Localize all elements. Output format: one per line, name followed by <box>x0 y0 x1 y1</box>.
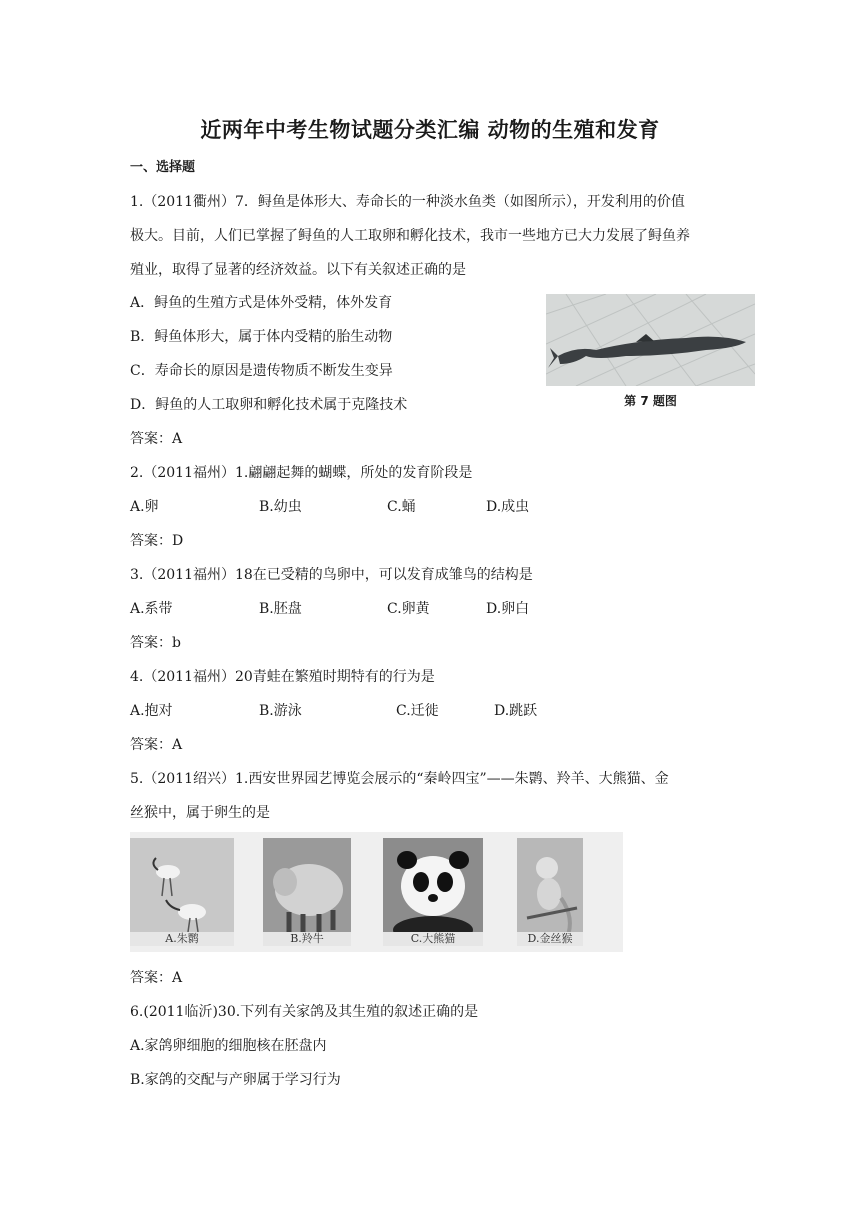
q3-option-c: C.卵黄 <box>387 601 430 617</box>
takin-photo <box>263 838 351 946</box>
sturgeon-photo <box>546 294 755 386</box>
q3-answer: 答案：b <box>130 635 181 651</box>
q4-option-b: B.游泳 <box>259 703 302 719</box>
q3-option-d: D.卵白 <box>486 601 530 617</box>
q1-option-a: A．鲟鱼的生殖方式是体外受精，体外发育 <box>130 295 393 311</box>
crested-ibis-photo <box>130 838 234 946</box>
q1-stem-line2: 极大。目前，人们已掌握了鲟鱼的人工取卵和孵化技术，我市一些地方已大力发展了鲟鱼养 <box>130 228 690 244</box>
q1-answer: 答案：A <box>130 431 183 447</box>
q6-option-a: A.家鸽卵细胞的细胞核在胚盘内 <box>130 1038 327 1054</box>
animal-label-c: C.大熊猫 <box>383 932 483 946</box>
q4-options <box>130 701 730 721</box>
q2-answer: 答案：D <box>130 533 184 549</box>
q3-option-b: B.胚盘 <box>259 601 302 617</box>
section-heading: 一、选择题 <box>130 160 196 175</box>
q5-answer: 答案：A <box>130 970 183 986</box>
q1-stem-line3: 殖业，取得了显著的经济效益。以下有关叙述正确的是 <box>130 262 466 278</box>
q4-option-c: C.迁徙 <box>396 703 439 719</box>
figure-caption: 第 7 题图 <box>624 394 677 408</box>
golden-monkey-photo <box>517 838 583 946</box>
animal-label-a: A.朱鹮 <box>130 932 234 946</box>
q4-option-d: D.跳跃 <box>494 703 538 719</box>
q2-option-a: A.卵 <box>130 499 159 515</box>
q4-stem: 4.（2011福州）20青蛙在繁殖时期特有的行为是 <box>130 669 435 685</box>
q4-option-a: A.抱对 <box>130 703 173 719</box>
q2-stem: 2.（2011福州）1.翩翩起舞的蝴蝶，所处的发育阶段是 <box>130 465 473 481</box>
q3-options <box>130 599 730 619</box>
q2-option-c: C.蛹 <box>387 499 416 515</box>
giant-panda-photo <box>383 838 483 946</box>
q6-option-b: B.家鸽的交配与产卵属于学习行为 <box>130 1072 341 1088</box>
q6-stem: 6.(2011临沂)30.下列有关家鸽及其生殖的叙述正确的是 <box>130 1004 479 1020</box>
q2-option-b: B.幼虫 <box>259 499 302 515</box>
animal-label-b: B.羚牛 <box>263 932 351 946</box>
q1-option-b: B．鲟鱼体形大，属于体内受精的胎生动物 <box>130 329 393 345</box>
q1-stem-line1: 1.（2011衢州）7．鲟鱼是体形大、寿命长的一种淡水鱼类（如图所示），开发利用的价值 <box>130 194 685 210</box>
animal-photo-strip <box>130 832 623 952</box>
page-title: 近两年中考生物试题分类汇编 动物的生殖和发育 <box>200 118 660 142</box>
q2-option-d: D.成虫 <box>486 499 530 515</box>
q1-option-c: C．寿命长的原因是遗传物质不断发生变异 <box>130 363 393 379</box>
q4-answer: 答案：A <box>130 737 183 753</box>
q3-stem: 3.（2011福州）18在已受精的鸟卵中，可以发育成雏鸟的结构是 <box>130 567 533 583</box>
animal-label-d: D.金丝猴 <box>517 932 583 946</box>
q2-options <box>130 497 730 517</box>
q3-option-a: A.系带 <box>130 601 173 617</box>
q1-option-d: D．鲟鱼的人工取卵和孵化技术属于克隆技术 <box>130 397 408 413</box>
q5-stem-line1: 5.（2011绍兴）1.西安世界园艺博览会展示的“秦岭四宝”——朱鹮、羚羊、大熊猫、金 <box>130 771 669 787</box>
q5-stem-line2: 丝猴中，属于卵生的是 <box>130 805 270 821</box>
